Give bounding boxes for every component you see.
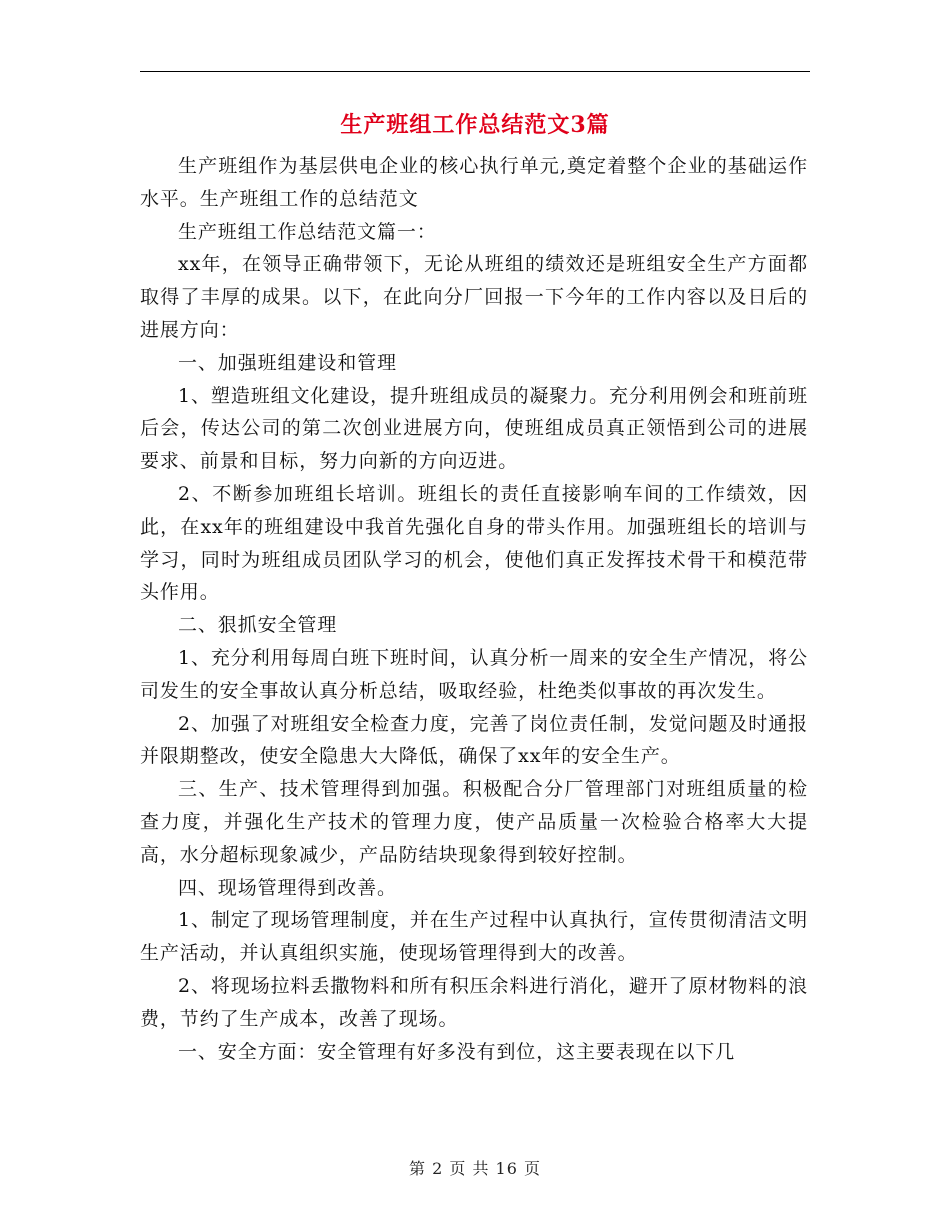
page-number: 第 2 页 共 16 页 — [409, 1159, 541, 1178]
body-paragraph: 1、塑造班组文化建设，提升班组成员的凝聚力。充分利用例会和班前班后会，传达公司的第二次创业进展方向，使班组成员真正领悟到公司的进展要求、前景和目标，努力向新的方向迈进。 — [140, 384, 808, 473]
body-paragraph: xx年，在领导正确带领下，无论从班组的绩效还是班组安全生产方面都取得了丰厚的成果。以下，在此向分厂回报一下今年的工作内容以及日后的进展方向： — [140, 253, 808, 341]
body-paragraph: 2、加强了对班组安全检查力度，完善了岗位责任制，发觉问题及时通报并限期整改，使安全隐患大大降低，确保了xx年的安全生产。 — [140, 712, 808, 768]
body-paragraph: 2、将现场拉料丢撒物料和所有积压余料进行消化，避开了原材物料的浪费，节约了生产成本，改善了现场。 — [140, 974, 808, 1030]
body-paragraph: 生产班组工作总结范文篇一： — [178, 220, 437, 243]
body-paragraph: 1、制定了现场管理制度，并在生产过程中认真执行，宣传贯彻清洁文明生产活动，并认真组织实施，使现场管理得到大的改善。 — [140, 909, 808, 965]
section-heading: 二、狠抓安全管理 — [178, 614, 338, 637]
section-heading: 一、加强班组建设和管理 — [178, 351, 397, 374]
header-rule — [140, 71, 810, 72]
section-heading: 四、现场管理得到改善。 — [178, 876, 397, 899]
document-title: 生产班组工作总结范文3篇 — [340, 112, 610, 138]
body-paragraph: 三、生产、技术管理得到加强。积极配合分厂管理部门对班组质量的检查力度，并强化生产技术的管理力度，使产品质量一次检验合格率大大提高，水分超标现象减少，产品防结块现象得到较好控制。 — [140, 778, 808, 866]
body-paragraph: 一、安全方面：安全管理有好多没有到位，这主要表现在以下几 — [178, 1040, 736, 1063]
body-paragraph: 生产班组作为基层供电企业的核心执行单元,奠定着整个企业的基础运作水平。生产班组工作的总结范文 — [140, 155, 808, 210]
body-paragraph: 2、不断参加班组长培训。班组长的责任直接影响车间的工作绩效，因此，在xx年的班组建设中我首先强化自身的带头作用。加强班组长的培训与学习，同时为班组成员团队学习的机会，使他们真正发挥技术骨干和模范带头作用。 — [140, 482, 808, 604]
document-body — [140, 150, 808, 1068]
body-paragraph: 1、充分利用每周白班下班时间，认真分析一周来的安全生产情况，将公司发生的安全事故认真分析总结，吸取经验，杜绝类似事故的再次发生。 — [140, 646, 808, 702]
